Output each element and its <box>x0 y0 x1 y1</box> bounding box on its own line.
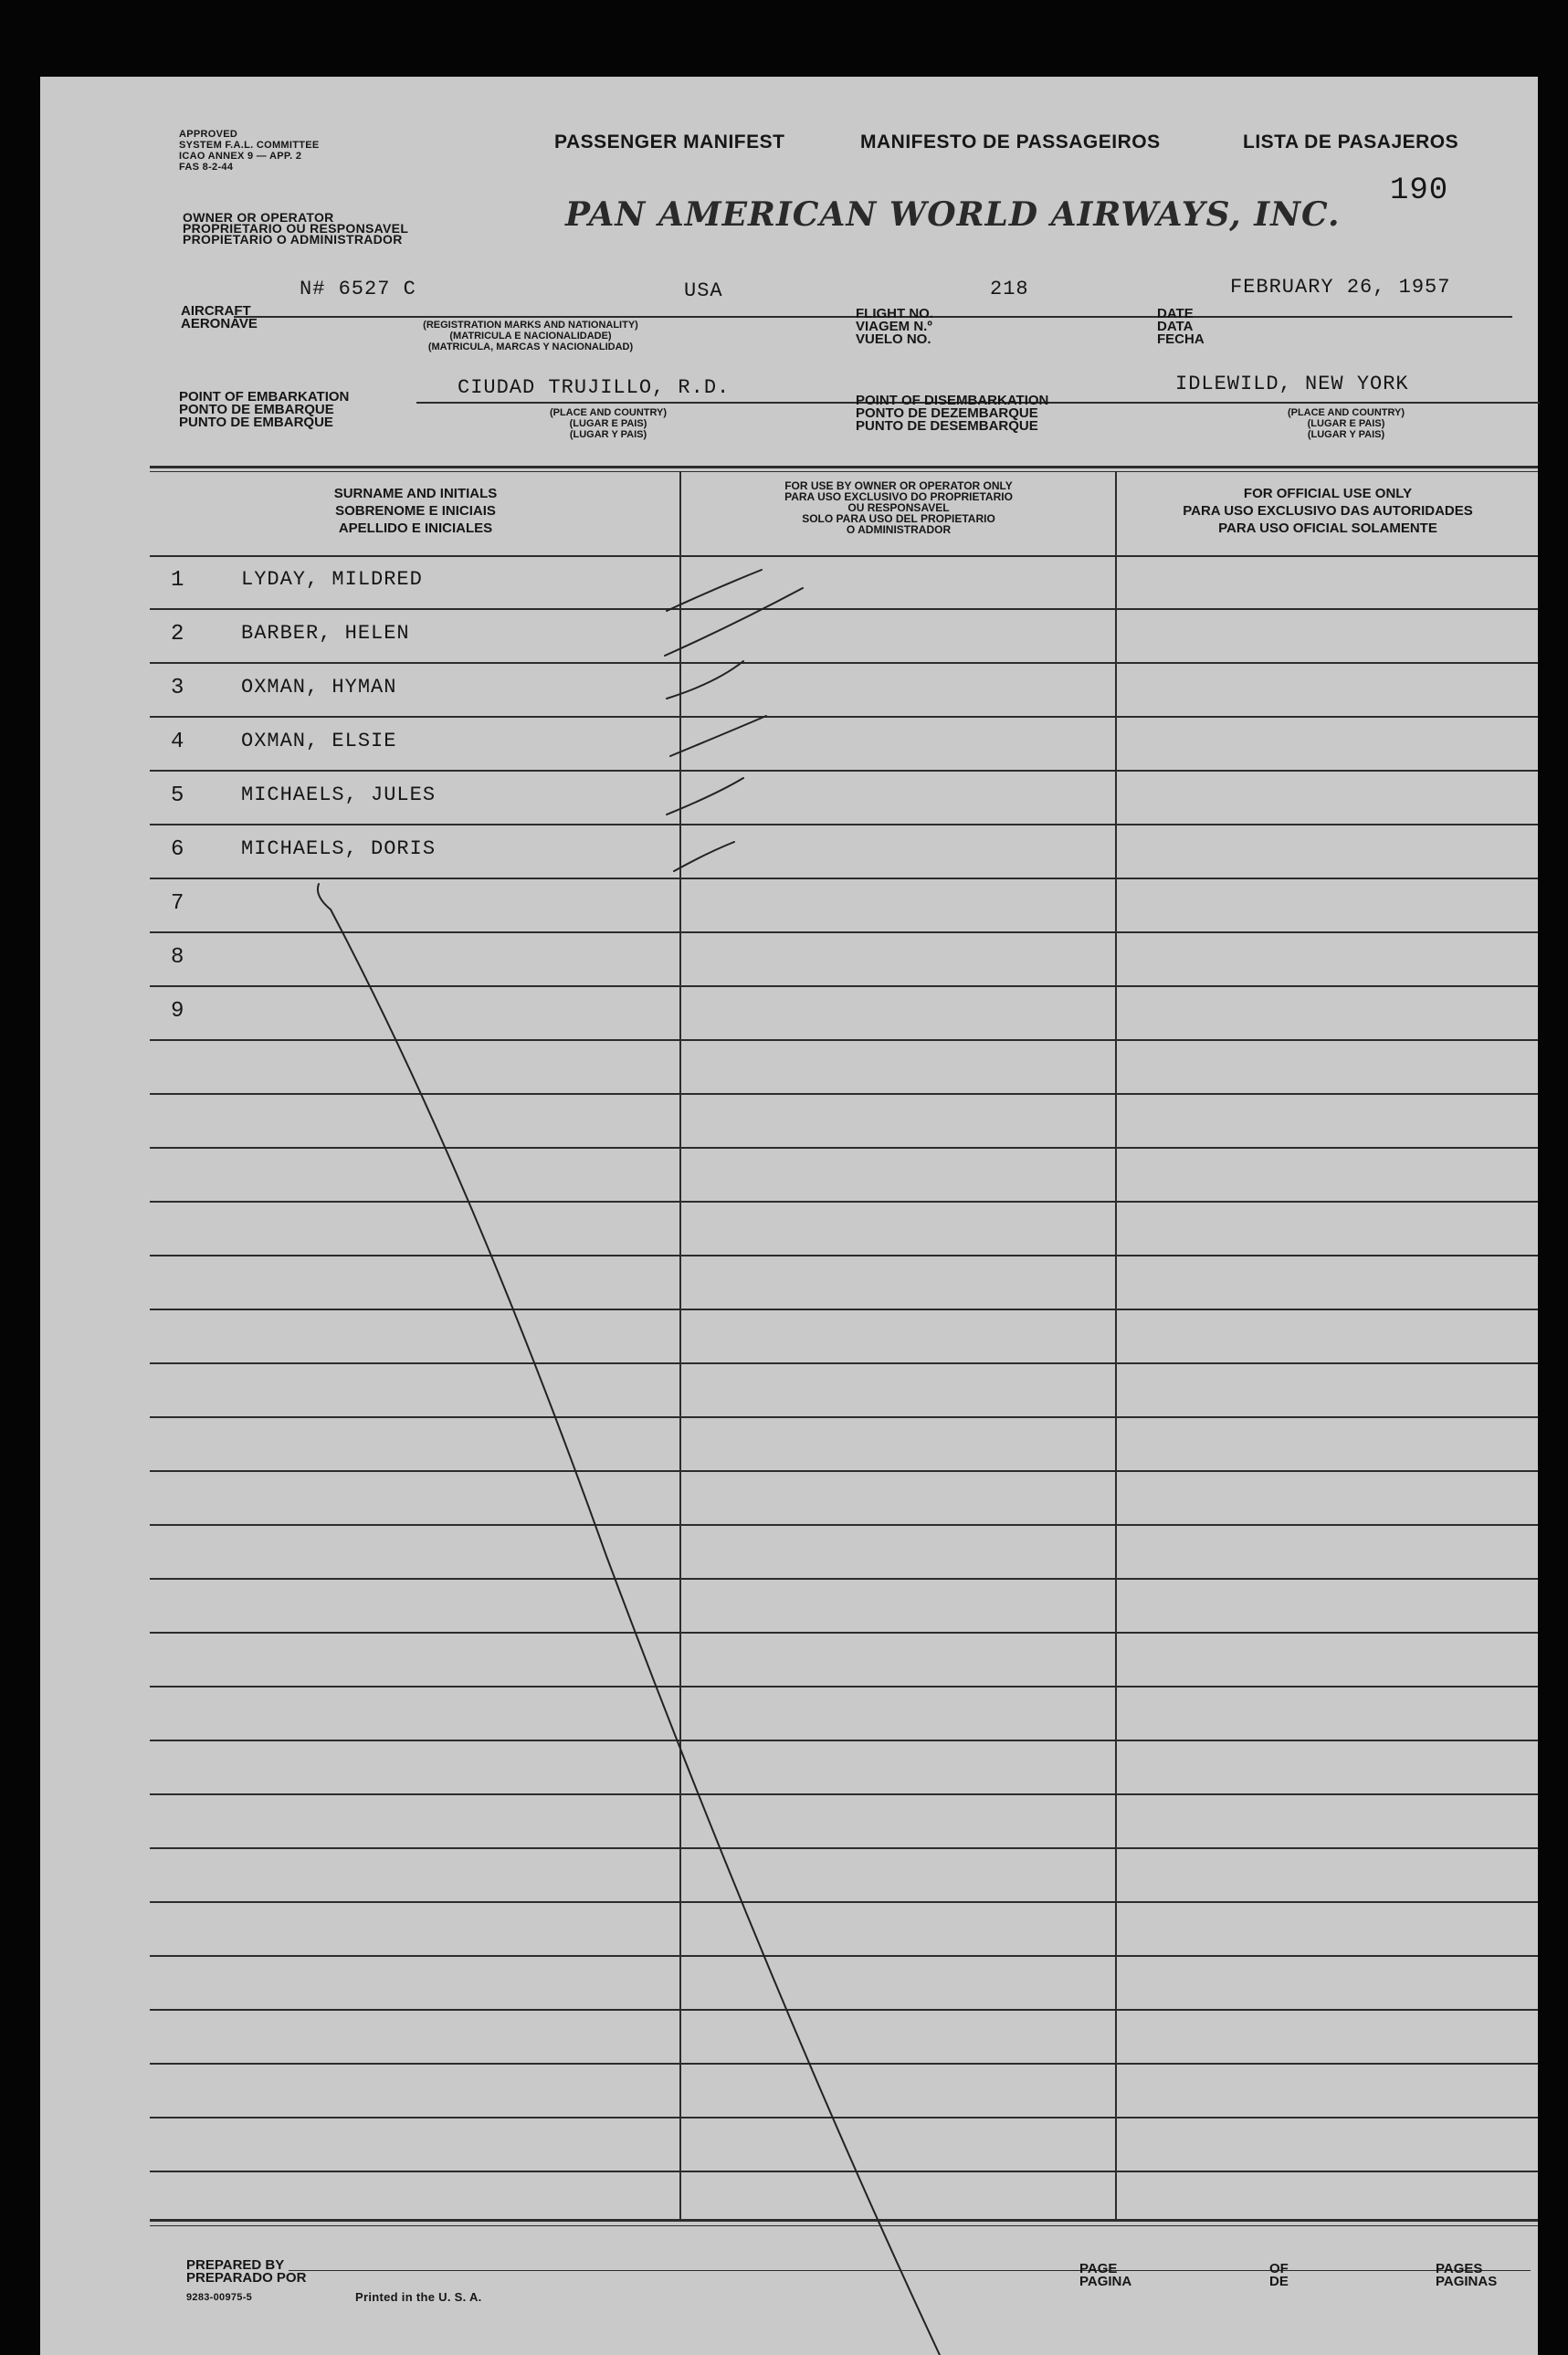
check-mark <box>667 778 743 815</box>
embarkation-value: CIUDAD TRUJILLO, R.D. <box>458 376 731 399</box>
approval-line: ICAO ANNEX 9 — APP. 2 <box>179 151 302 162</box>
row-number: 4 <box>171 730 184 754</box>
aircraft-label-line: AIRCRAFT <box>181 303 251 319</box>
title-pt: MANIFESTO DE PASSAGEIROS <box>860 131 1161 152</box>
approval-line: SYSTEM F.A.L. COMMITTEE <box>179 140 320 151</box>
pages-label <box>1436 2263 1497 2288</box>
approval-line: FAS 8-2-44 <box>179 162 234 173</box>
check-mark <box>665 588 803 656</box>
aircraft-note-line: (MATRICULA, MARCAS Y NACIONALIDAD) <box>427 342 634 352</box>
printed-note: Printed in the U. S. A. <box>355 2290 482 2304</box>
pen-marks <box>40 77 1538 2355</box>
date-label-line: DATA <box>1157 319 1194 334</box>
aircraft-note-line: (MATRICULA E NACIONALIDADE) <box>449 331 612 342</box>
row-number: 6 <box>171 837 184 862</box>
of-label <box>1269 2263 1289 2288</box>
owner-label-line: PROPIETARIO O ADMINISTRADOR <box>183 232 403 247</box>
disembarkation-label-line: PUNTO DE DESEMBARQUE <box>856 418 1038 434</box>
passenger-name: MICHAELS, JULES <box>241 783 437 806</box>
flight-label-line: VIAGEM N.º <box>856 319 932 334</box>
manifest-sheet <box>40 77 1538 2355</box>
disembarkation-note-line: (LUGAR Y PAIS) <box>1307 429 1385 440</box>
check-mark <box>667 570 762 611</box>
strike-line <box>318 884 940 2355</box>
row-number: 2 <box>171 622 184 647</box>
aircraft-nationality: USA <box>684 279 723 302</box>
row-number: 1 <box>171 568 184 593</box>
prepared-label-line: PREPARADO POR <box>186 2270 307 2286</box>
aircraft-registration: N# 6527 C <box>300 278 416 300</box>
table-bottom-rule-thin <box>150 2225 1538 2226</box>
flight-number: 218 <box>990 278 1029 300</box>
flight-label-line: VUELO NO. <box>856 331 931 347</box>
row-number: 8 <box>171 945 184 970</box>
page-label-line: PAGINA <box>1079 2274 1132 2289</box>
column-header-line: APELLIDO E INICIALES <box>338 520 493 536</box>
owner-label-line: PROPRIETARIO OU RESPONSAVEL <box>183 221 409 236</box>
row-number: 5 <box>171 783 184 808</box>
form-number: 9283-00975-5 <box>186 2292 253 2303</box>
column-header-line: SOBRENOME E INICIAIS <box>335 503 496 519</box>
passenger-name: LYDAY, MILDRED <box>241 568 423 591</box>
column-header-line: OU RESPONSAVEL <box>847 501 950 514</box>
embarkation-note-line: (LUGAR E PAIS) <box>569 418 647 429</box>
date-label-line: DATE <box>1157 306 1194 321</box>
flight-date: FEBRUARY 26, 1957 <box>1230 276 1451 299</box>
title-es: LISTA DE PASAJEROS <box>1243 131 1459 152</box>
column-header-line: PARA USO EXCLUSIVO DO PROPRIETARIO <box>784 490 1013 503</box>
operator-name: PAN AMERICAN WORLD AIRWAYS, INC. <box>565 195 1341 234</box>
approval-line: APPROVED <box>179 129 238 140</box>
table-bottom-rule <box>150 2219 1538 2222</box>
page-number: 190 <box>1390 173 1449 208</box>
embarkation-note-line: (PLACE AND COUNTRY) <box>549 407 668 418</box>
disembarkation-note-line: (PLACE AND COUNTRY) <box>1287 407 1405 418</box>
column-header-line: FOR USE BY OWNER OR OPERATOR ONLY <box>784 479 1013 492</box>
page-label <box>1079 2263 1131 2288</box>
embarkation-note-line: (LUGAR Y PAIS) <box>569 429 647 440</box>
title-en: PASSENGER MANIFEST <box>554 131 785 152</box>
passenger-name: MICHAELS, DORIS <box>241 837 437 860</box>
column-header-line: SURNAME AND INITIALS <box>333 486 498 501</box>
row-number: 7 <box>171 891 184 916</box>
column-header-line: SOLO PARA USO DEL PROPIETARIO <box>802 512 995 525</box>
row-number: 9 <box>171 999 184 1024</box>
owner-label-line: OWNER OR OPERATOR <box>183 210 334 225</box>
passenger-name: OXMAN, ELSIE <box>241 730 397 752</box>
column-header-line: FOR OFFICIAL USE ONLY <box>1243 486 1413 501</box>
check-mark <box>667 661 743 699</box>
pages-label-line: PAGES <box>1436 2261 1483 2276</box>
column-header-line: O ADMINISTRADOR <box>846 523 952 536</box>
embarkation-label-line: POINT OF EMBARKATION <box>179 389 350 405</box>
passenger-name: BARBER, HELEN <box>241 622 410 645</box>
footer-underline <box>289 2270 1531 2271</box>
of-label-line: OF <box>1269 2261 1289 2276</box>
date-label-line: FECHA <box>1157 331 1205 347</box>
passenger-name: OXMAN, HYMAN <box>241 676 397 699</box>
pages-label-line: PAGINAS <box>1436 2274 1498 2289</box>
aircraft-label-line: AERONAVE <box>181 316 258 331</box>
aircraft-note-line: (REGISTRATION MARKS AND NATIONALITY) <box>423 320 638 331</box>
prepared-label-line: PREPARED BY <box>186 2257 285 2273</box>
disembarkation-note-line: (LUGAR E PAIS) <box>1307 418 1385 429</box>
column-header-line: PARA USO EXCLUSIVO DAS AUTORIDADES <box>1183 503 1473 519</box>
row-number: 3 <box>171 676 184 700</box>
embarkation-label-line: PUNTO DE EMBARQUE <box>179 415 333 430</box>
column-header-line: PARA USO OFICIAL SOLAMENTE <box>1218 520 1437 536</box>
disembarkation-label-line: POINT OF DISEMBARKATION <box>856 393 1049 408</box>
of-label-line: DE <box>1269 2274 1289 2289</box>
disembarkation-label-line: PONTO DE DEZEMBARQUE <box>856 405 1038 421</box>
prepared-label <box>186 2259 306 2285</box>
page-label-line: PAGE <box>1079 2261 1118 2276</box>
disembarkation-value: IDLEWILD, NEW YORK <box>1175 373 1409 395</box>
embarkation-label-line: PONTO DE EMBARQUE <box>179 402 334 417</box>
flight-label-line: FLIGHT NO. <box>856 306 933 321</box>
check-mark <box>674 842 734 871</box>
check-mark <box>670 716 766 756</box>
